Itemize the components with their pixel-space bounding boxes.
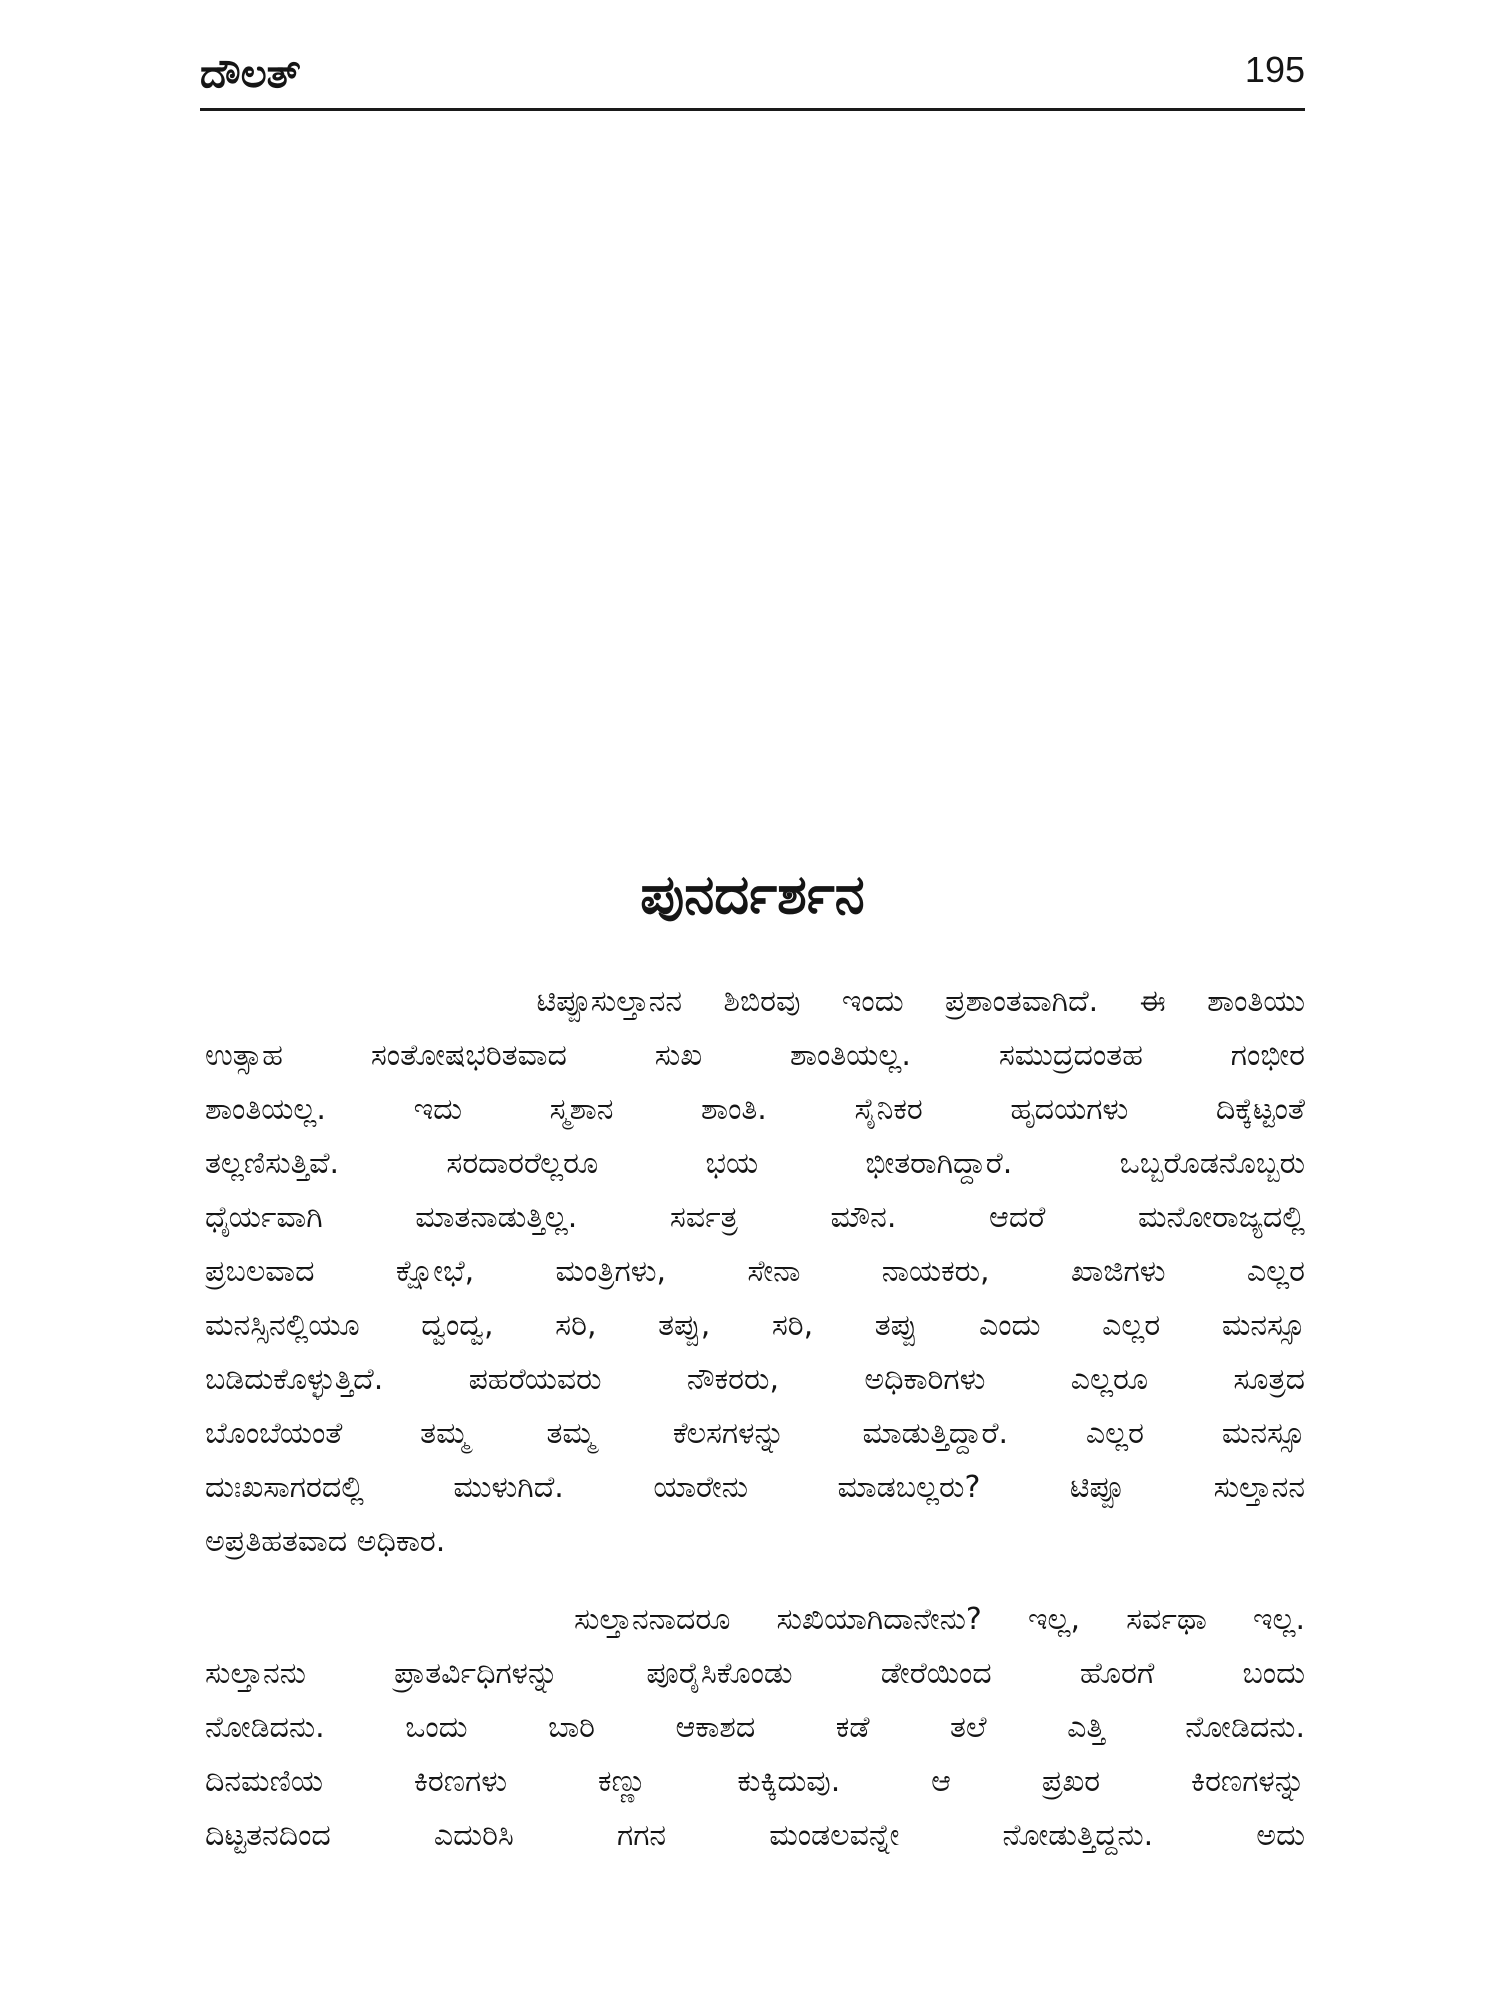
text-line: ಶಾಂತಿಯಲ್ಲ. ಇದು ಸ್ಮಶಾನ ಶಾಂತಿ. ಸೈನಿಕರ ಹೃದಯಗಳು ದಿಕ್ಕೆಟ್ಟಂತೆ (205, 1092, 1305, 1127)
text-line: ಬಡಿದುಕೊಳ್ಳುತ್ತಿದೆ. ಪಹರೆಯವರು ನೌಕರರು, ಅಧಿಕಾರಿಗಳು ಎಲ್ಲರೂ ಸೂತ್ರದ (205, 1362, 1305, 1397)
text-line: ಪ್ರಬಲವಾದ ಕ್ಷೋಭೆ, ಮಂತ್ರಿಗಳು, ಸೇನಾ ನಾಯಕರು, ಖಾಜಿಗಳು ಎಲ್ಲರ (205, 1254, 1305, 1289)
chapter-title: ಪುನರ್ದರ್ಶನ (640, 863, 865, 926)
text-line: ದುಃಖಸಾಗರದಲ್ಲಿ ಮುಳುಗಿದೆ. ಯಾರೇನು ಮಾಡಬಲ್ಲರು? ಟಿಪ್ಪೂ ಸುಲ್ತಾನನ (205, 1470, 1305, 1505)
text-line: ಅಪ್ರತಿಹತವಾದ ಅಧಿಕಾರ. (205, 1524, 446, 1559)
text-line: ದಿನಮಣಿಯ ಕಿರಣಗಳು ಕಣ್ಣು ಕುಕ್ಕಿದುವು. ಆ ಪ್ರಖರ ಕಿರಣಗಳನ್ನು (205, 1764, 1305, 1799)
page-number: 195 (1244, 49, 1305, 90)
running-header (200, 38, 1305, 110)
text-line: ಮನಸ್ಸಿನಲ್ಲಿಯೂ ದ್ವಂದ್ವ, ಸರಿ, ತಪ್ಪು, ಸರಿ, ತಪ್ಪು ಎಂದು ಎಲ್ಲರ ಮನಸ್ಸೂ (205, 1308, 1305, 1343)
text-line: ಬೊಂಬೆಯಂತೆ ತಮ್ಮ ತಮ್ಮ ಕೆಲಸಗಳನ್ನು ಮಾಡುತ್ತಿದ್ದಾರೆ. ಎಲ್ಲರ ಮನಸ್ಸೂ (205, 1416, 1305, 1451)
text-line: ಸುಲ್ತಾನನು ಪ್ರಾತರ್ವಿಧಿಗಳನ್ನು ಪೂರೈಸಿಕೊಂಡು ಡೇರೆಯಿಂದ ಹೊರಗೆ ಬಂದು (205, 1656, 1305, 1691)
text-line: ಧೈರ್ಯವಾಗಿ ಮಾತನಾಡುತ್ತಿಲ್ಲ. ಸರ್ವತ್ರ ಮೌನ. ಆದರೆ ಮನೋರಾಜ್ಯದಲ್ಲಿ (205, 1200, 1305, 1235)
header-rule (200, 108, 1305, 111)
text-line: ಉತ್ಸಾಹ ಸಂತೋಷಭರಿತವಾದ ಸುಖ ಶಾಂತಿಯಲ್ಲ. ಸಮುದ್ರದಂತಹ ಗಂಭೀರ (205, 1038, 1305, 1073)
text-line: ದಿಟ್ಟತನದಿಂದ ಎದುರಿಸಿ ಗಗನ ಮಂಡಲವನ್ನೇ ನೋಡುತ್ತಿದ್ದನು. ಅದು (205, 1818, 1305, 1853)
paragraph-gap (205, 1569, 1305, 1593)
text-line: ಟಿಪ್ಪೂಸುಲ್ತಾನನ ಶಿಬಿರವು ಇಂದು ಪ್ರಶಾಂತವಾಗಿದೆ. ಈ ಶಾಂತಿಯು (205, 984, 1305, 1019)
paragraph-2 (205, 1593, 1305, 1863)
body-text (205, 975, 1305, 1863)
text-line: ಸುಲ್ತಾನನಾದರೂ ಸುಖಿಯಾಗಿದಾನೇನು? ಇಲ್ಲ, ಸರ್ವಥಾ ಇಲ್ಲ. (205, 1602, 1305, 1637)
text-line: ನೋಡಿದನು. ಒಂದು ಬಾರಿ ಆಕಾಶದ ಕಡೆ ತಲೆ ಎತ್ತಿ ನೋಡಿದನು. (205, 1710, 1305, 1745)
paragraph-1 (205, 975, 1305, 1569)
running-title: ದೌಲತ್ (200, 51, 301, 97)
text-line: ತಲ್ಲಣಿಸುತ್ತಿವೆ. ಸರದಾರರೆಲ್ಲರೂ ಭಯ ಭೀತರಾಗಿದ್ದಾರೆ. ಒಬ್ಬರೊಡನೊಬ್ಬರು (205, 1146, 1305, 1181)
